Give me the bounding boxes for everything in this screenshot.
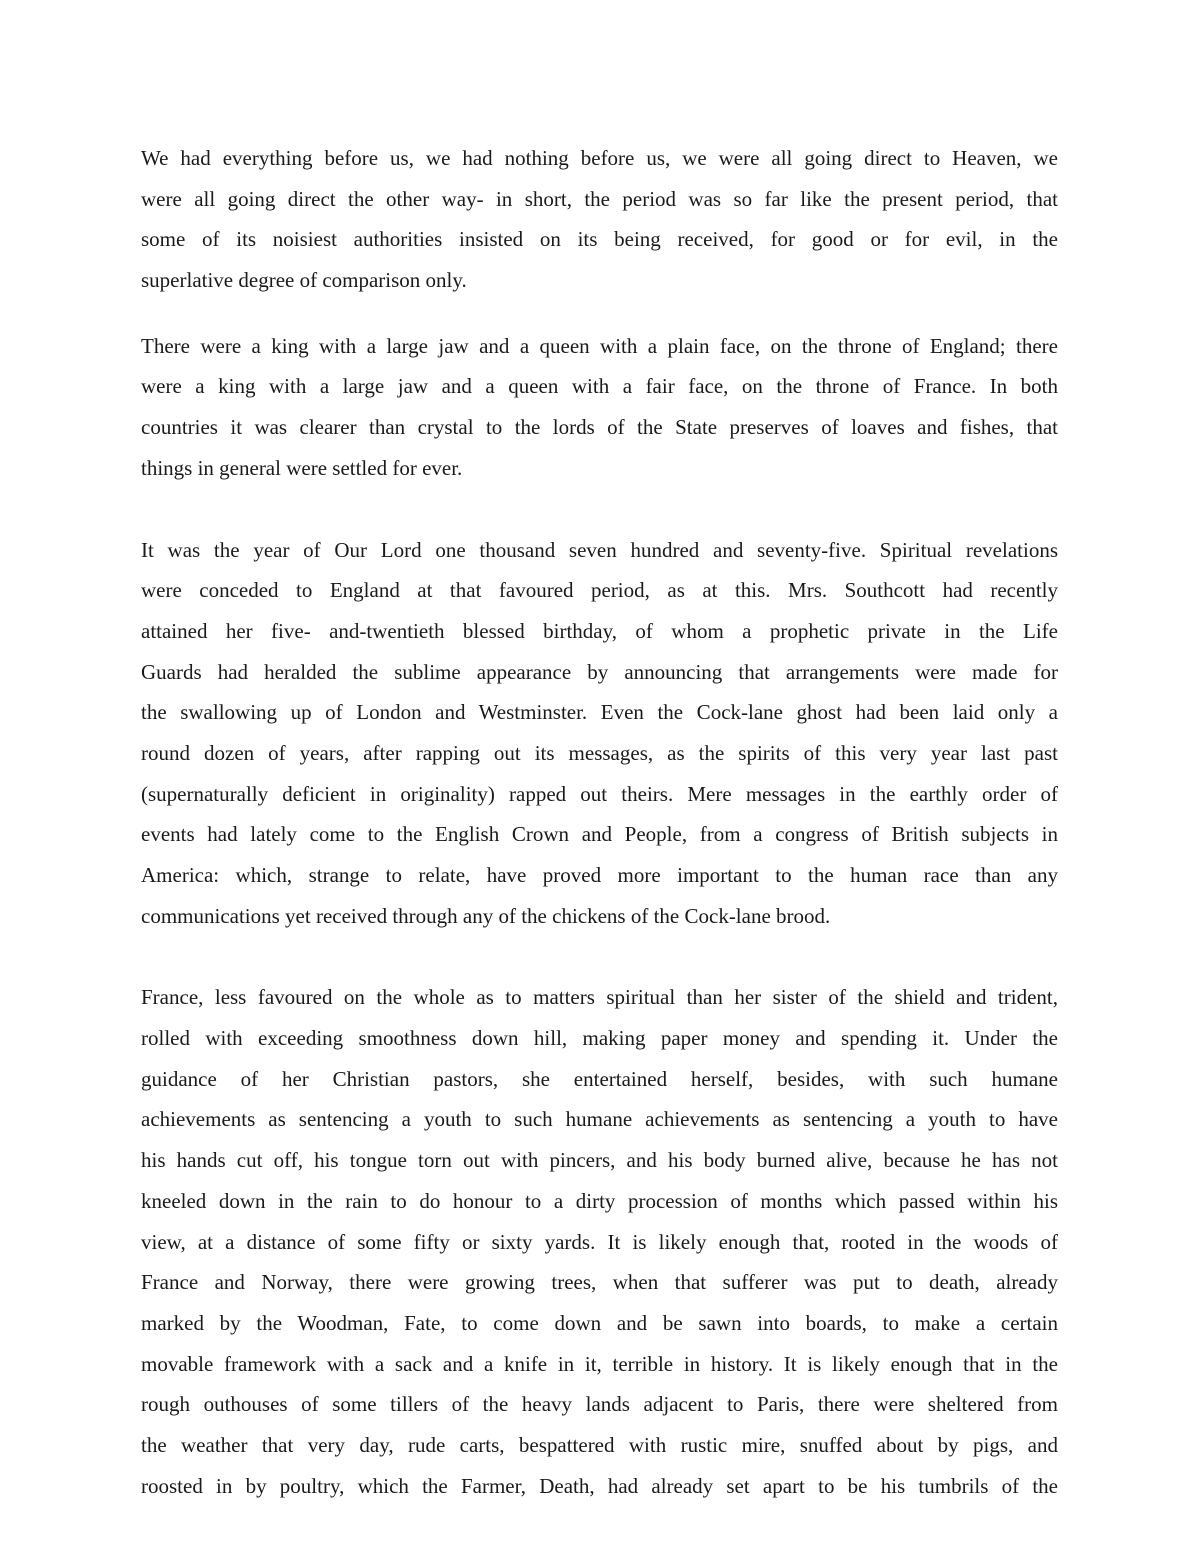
paragraph-spacing <box>141 489 1058 530</box>
paragraph-1 <box>141 138 1058 301</box>
text-line: the weather that very day, rude carts, bespattered with rustic mire, snuffed about by pigs, and <box>141 1432 1058 1457</box>
text-line: superlative degree of comparison only. <box>141 268 467 293</box>
text-line: were all going direct the other way- in short, the period was so far like the present period, that <box>141 186 1058 211</box>
text-line: were conceded to England at that favoured period, as at this. Mrs. Southcott had recently <box>141 578 1058 603</box>
text-line: view, at a distance of some fifty or sixty yards. It is likely enough that, rooted in the woods of <box>141 1229 1058 1254</box>
text-line: kneeled down in the rain to do honour to a dirty procession of months which passed within his <box>141 1188 1058 1213</box>
text-line: marked by the Woodman, Fate, to come down and be sawn into boards, to make a certain <box>141 1310 1058 1335</box>
text-line: attained her five- and-twentieth blessed birthday, of whom a prophetic private in the Life <box>141 618 1058 643</box>
text-line: It was the year of Our Lord one thousand seven hundred and seventy-five. Spiritual revelations <box>141 537 1058 562</box>
paragraph-spacing <box>141 936 1058 977</box>
text-line: There were a king with a large jaw and a queen with a plain face, on the throne of England; there <box>141 333 1058 358</box>
paragraph-3 <box>141 530 1058 937</box>
text-line: communications yet received through any of the chickens of the Cock-lane brood. <box>141 903 831 928</box>
text-line: rough outhouses of some tillers of the heavy lands adjacent to Paris, there were sheltered from <box>141 1392 1058 1417</box>
text-line: round dozen of years, after rapping out its messages, as the spirits of this very year last past <box>141 740 1058 765</box>
paragraph-spacing <box>141 301 1058 326</box>
document-body <box>141 138 1058 1506</box>
text-line: his hands cut off, his tongue torn out with pincers, and his body burned alive, because he has not <box>141 1148 1058 1173</box>
paragraph-2 <box>141 326 1058 489</box>
text-line: guidance of her Christian pastors, she entertained herself, besides, with such humane <box>141 1066 1058 1091</box>
text-line: roosted in by poultry, which the Farmer, Death, had already set apart to be his tumbrils of the <box>141 1473 1058 1498</box>
text-line: achievements as sentencing a youth to such humane achievements as sentencing a youth to have <box>141 1107 1058 1132</box>
text-line: some of its noisiest authorities insisted on its being received, for good or for evil, in the <box>141 227 1058 252</box>
text-line: were a king with a large jaw and a queen with a fair face, on the throne of France. In both <box>141 374 1058 399</box>
text-line: America: which, strange to relate, have proved more important to the human race than any <box>141 863 1058 887</box>
text-line: things in general were settled for ever. <box>141 455 463 480</box>
text-line: France, less favoured on the whole as to matters spiritual than her sister of the shield and trident, <box>141 985 1058 1010</box>
text-line: rolled with exceeding smoothness down hill, making paper money and spending it. Under the <box>141 1026 1058 1051</box>
text-line: events had lately come to the English Crown and People, from a congress of British subjects in <box>141 822 1058 847</box>
text-line: We had everything before us, we had nothing before us, we were all going direct to Heaven, we <box>141 146 1058 170</box>
text-line: (supernaturally deficient in originality) rapped out theirs. Mere messages in the earthly order of <box>141 781 1058 806</box>
paragraph-4 <box>141 977 1058 1506</box>
text-line: the swallowing up of London and Westminster. Even the Cock-lane ghost had been laid only a <box>141 700 1058 725</box>
text-line: movable framework with a sack and a knife in it, terrible in history. It is likely enough that in the <box>141 1351 1058 1376</box>
text-line: France and Norway, there were growing trees, when that sufferer was put to death, already <box>141 1270 1058 1295</box>
text-line: countries it was clearer than crystal to the lords of the State preserves of loaves and fishes, that <box>141 415 1058 440</box>
text-line: Guards had heralded the sublime appearance by announcing that arrangements were made for <box>141 659 1058 684</box>
